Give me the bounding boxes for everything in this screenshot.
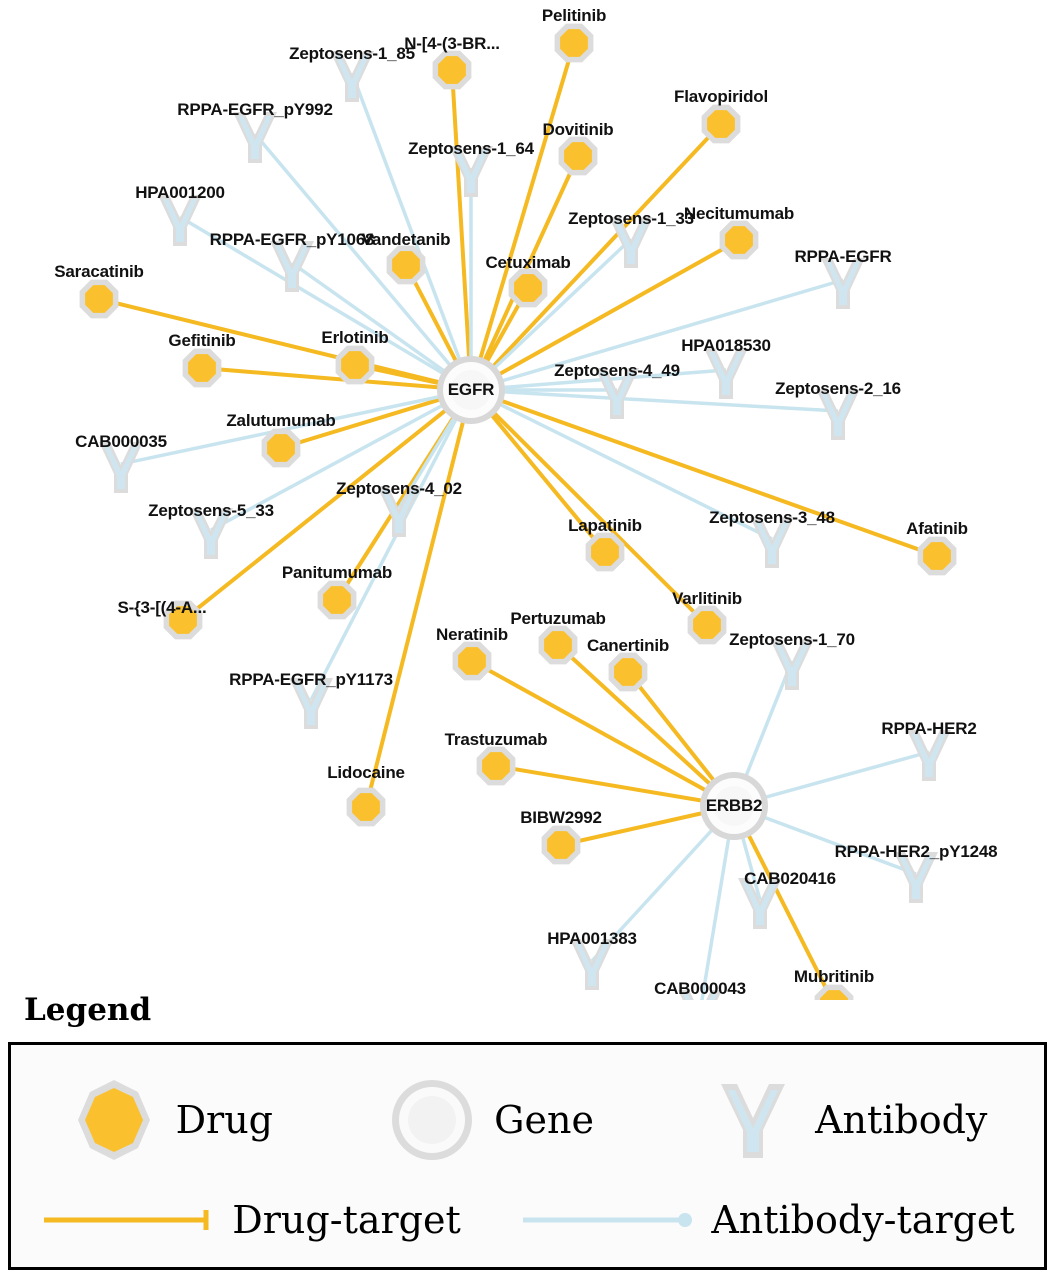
gene-label-EGFR: EGFR bbox=[447, 380, 495, 399]
legend-item-drug-target bbox=[40, 1198, 460, 1242]
drug-node[interactable] bbox=[725, 226, 753, 254]
drug-node[interactable] bbox=[482, 752, 510, 780]
drug-node[interactable] bbox=[392, 251, 420, 279]
drug-node[interactable] bbox=[560, 29, 588, 57]
drug-label-neratinib: Neratinib bbox=[436, 625, 508, 644]
drug-node[interactable] bbox=[547, 831, 575, 859]
antibody-label-zeptosens-1_33: Zeptosens-1_33 bbox=[568, 209, 694, 228]
antibody-label-rppa-her2-py1248: RPPA-HER2_pY1248 bbox=[834, 842, 998, 861]
drug-label-panitumumab: Panitumumab bbox=[281, 563, 393, 582]
drug-node[interactable] bbox=[544, 631, 572, 659]
drug-label-gefitinib: Gefitinib bbox=[168, 331, 236, 350]
drug-label-afatinib: Afatinib bbox=[906, 519, 968, 538]
antibody-label-rppa-egfr-py1068: RPPA-EGFR_pY1068 bbox=[209, 230, 375, 249]
antibody-target-edge-icon bbox=[519, 1205, 699, 1235]
drug-node[interactable] bbox=[693, 611, 721, 639]
antibody-label-hpa018530: HPA018530 bbox=[681, 336, 771, 355]
drug-node[interactable] bbox=[341, 351, 369, 379]
drug-node[interactable] bbox=[438, 56, 466, 84]
gene-label-ERBB2: ERBB2 bbox=[705, 796, 763, 815]
antibody-label-rppa-egfr-py1173: RPPA-EGFR_pY1173 bbox=[229, 670, 393, 689]
legend-item-antibody bbox=[707, 1074, 987, 1166]
drug-label-trastuzumab: Trastuzumab bbox=[444, 730, 548, 749]
antibody-icon bbox=[707, 1074, 799, 1166]
drug-label-lidocaine: Lidocaine bbox=[327, 763, 405, 782]
drug-node[interactable] bbox=[514, 274, 542, 302]
edge-antibody-target bbox=[311, 390, 471, 700]
drug-node[interactable] bbox=[923, 542, 951, 570]
legend-title: Legend bbox=[24, 992, 152, 1028]
antibody-label-hpa001200: HPA001200 bbox=[135, 183, 225, 202]
antibody-label-zeptosens-1_64: Zeptosens-1_64 bbox=[408, 139, 534, 158]
antibody-label-zeptosens-2_16: Zeptosens-2_16 bbox=[775, 379, 901, 398]
drug-node[interactable] bbox=[352, 793, 380, 821]
drug-label-zalutumumab: Zalutumumab bbox=[226, 411, 336, 430]
antibody-label-rppa-her2: RPPA-HER2 bbox=[881, 719, 977, 738]
drug-label-necitumumab: Necitumumab bbox=[683, 204, 795, 223]
drug-label-vandetanib: Vandetanib bbox=[361, 230, 451, 249]
drug-node[interactable] bbox=[323, 586, 351, 614]
drug-label-n-4-3-br: N-[4-(3-BR... bbox=[404, 34, 500, 53]
drug-node[interactable] bbox=[707, 110, 735, 138]
drug-node[interactable] bbox=[591, 538, 619, 566]
drug-label-flavopiridol: Flavopiridol bbox=[674, 87, 768, 106]
antibody-label-zeptosens-4_02: Zeptosens-4_02 bbox=[336, 479, 462, 498]
antibody-label-cab020416: CAB020416 bbox=[744, 869, 836, 888]
drug-label-s-3-4-a: S-{3-[(4-A... bbox=[117, 598, 207, 617]
drug-node[interactable] bbox=[267, 434, 295, 462]
legend-item-antibody-target bbox=[519, 1198, 1014, 1242]
antibody-label-zeptosens-1_70: Zeptosens-1_70 bbox=[729, 630, 855, 649]
legend-item-gene bbox=[386, 1074, 594, 1166]
drug-label-cetuximab: Cetuximab bbox=[485, 253, 571, 272]
antibody-label-zeptosens-5_33: Zeptosens-5_33 bbox=[148, 501, 274, 520]
drug-node[interactable] bbox=[188, 354, 216, 382]
legend-label-gene: Gene bbox=[494, 1098, 594, 1142]
drug-node[interactable] bbox=[458, 647, 486, 675]
drug-label-dovitinib: Dovitinib bbox=[542, 120, 614, 139]
legend-label-antibody-target: Antibody-target bbox=[711, 1198, 1015, 1242]
drug-node[interactable] bbox=[614, 658, 642, 686]
antibody-label-rppa-egfr: RPPA-EGFR bbox=[794, 247, 892, 266]
drug-label-saracatinib: Saracatinib bbox=[54, 262, 144, 281]
drug-label-bibw2992: BIBW2992 bbox=[520, 808, 602, 827]
drug-target-edge-icon bbox=[40, 1205, 220, 1235]
drug-label-pelitinib: Pelitinib bbox=[541, 6, 607, 25]
drug-icon bbox=[68, 1074, 160, 1166]
antibody-label-zeptosens-3_48: Zeptosens-3_48 bbox=[709, 508, 835, 527]
legend-edge-row bbox=[11, 1185, 1044, 1255]
drug-label-erlotinib: Erlotinib bbox=[321, 328, 389, 347]
antibody-label-cab000035: CAB000035 bbox=[75, 432, 167, 451]
legend-label-drug-target: Drug-target bbox=[232, 1198, 461, 1242]
drug-node[interactable] bbox=[85, 285, 113, 313]
antibody-label-zeptosens-1_85: Zeptosens-1_85 bbox=[289, 44, 415, 63]
drug-label-lapatinib: Lapatinib bbox=[568, 516, 642, 535]
legend-box bbox=[8, 1042, 1047, 1270]
antibody-label-hpa001383: HPA001383 bbox=[547, 929, 637, 948]
antibody-label-rppa-egfr-py992: RPPA-EGFR_pY992 bbox=[177, 100, 333, 119]
antibody-label-cab000043: CAB000043 bbox=[654, 979, 746, 998]
legend-shape-row bbox=[11, 1065, 1044, 1175]
legend-label-antibody: Antibody bbox=[815, 1098, 988, 1142]
drug-label-varlitinib: Varlitinib bbox=[672, 589, 742, 608]
drug-node[interactable] bbox=[564, 142, 592, 170]
legend-item-drug bbox=[68, 1074, 273, 1166]
drug-label-mubritinib: Mubritinib bbox=[793, 967, 875, 986]
drug-label-pertuzumab: Pertuzumab bbox=[510, 609, 606, 628]
gene-icon bbox=[386, 1074, 478, 1166]
drug-label-canertinib: Canertinib bbox=[586, 636, 670, 655]
legend-label-drug: Drug bbox=[175, 1098, 273, 1142]
antibody-label-zeptosens-4_49: Zeptosens-4_49 bbox=[554, 361, 680, 380]
